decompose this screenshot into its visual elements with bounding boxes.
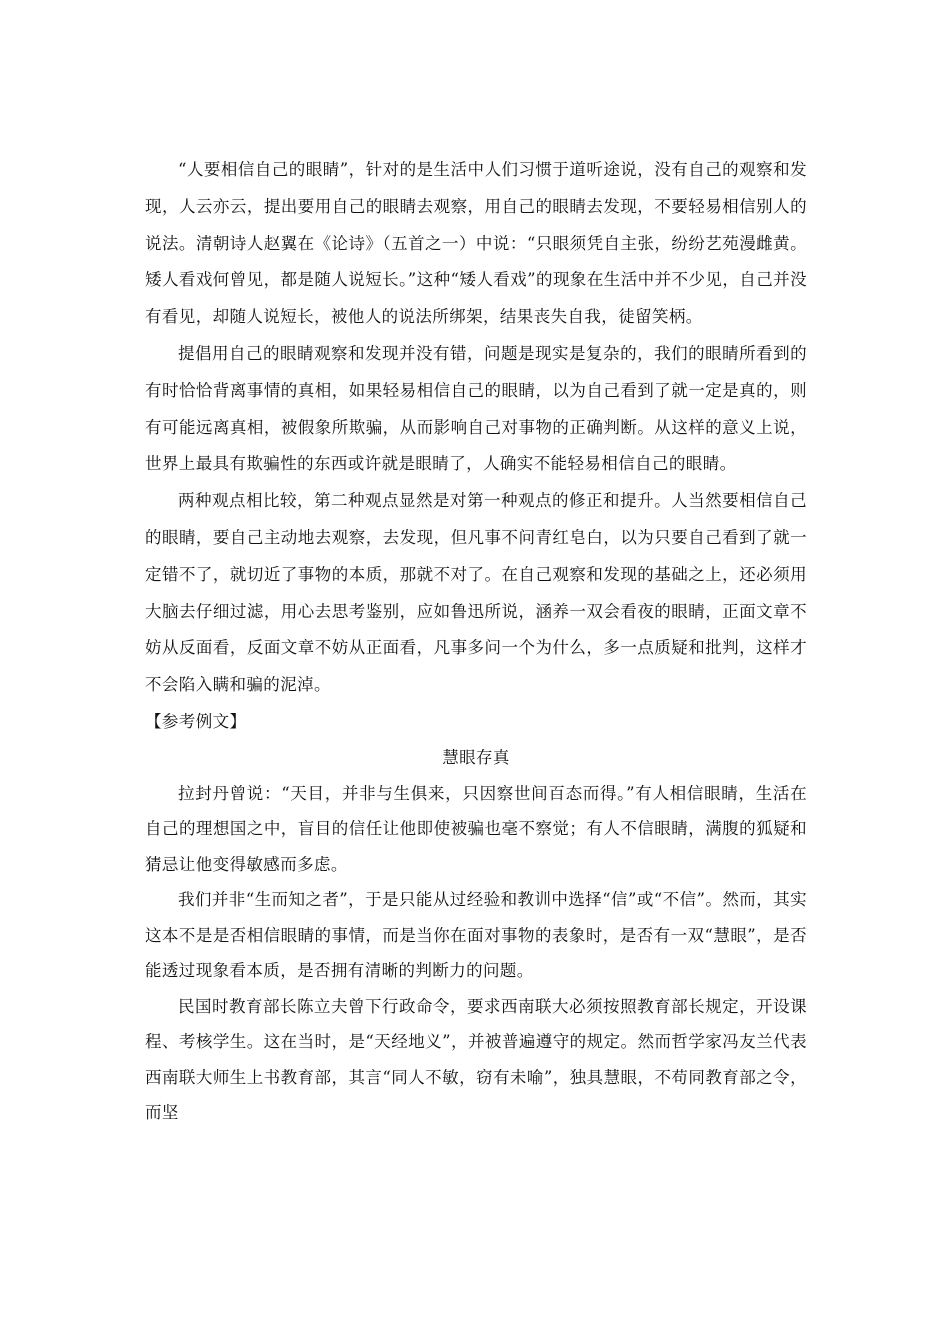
section-label: 【参考例文】	[145, 711, 247, 731]
analysis-paragraph-2: 提倡用自己的眼睛观察和发现并没有错，问题是现实是复杂的，我们的眼睛所看到的有时恰恰背离事情的真相，如果轻易相信自己的眼睛，以为自己看到了就一定是真的，则有可能远离真相，被假象所欺骗，从而影响自己对事物的正确判断。从这样的意义上说，世界上最具有欺骗性的东西或许就是眼睛了，人确实不能轻易相信自己的眼睛。	[145, 343, 807, 474]
analysis-paragraph-3: 两种观点相比较，第二种观点显然是对第一种观点的修正和提升。人当然要相信自己的眼睛，要自己主动地去观察，去发现，但凡事不问青红皂白，以为只要自己看到了就一定错不了，就切近了事物的本质，那就不对了。在自己观察和发现的基础之上，还必须用大脑去仔细过滤，用心去思考鉴别，应如鲁迅所说，涵养一双会看夜的眼睛，正面文章不妨从反面看，反面文章不妨从正面看，凡事多问一个为什么，多一点质疑和批判，这样才不会陷入瞒和骗的泥淖。	[145, 491, 807, 695]
essay-paragraph-2: 我们并非“生而知之者”，于是只能从过经验和教训中选择“信”或“不信”。然而，其实这本不是是否相信眼睛的事情，而是当你在面对事物的表象时，是否有一双“慧眼”，是否能透过现象看本质，是否拥有清晰的判断力的问题。	[145, 890, 807, 981]
essay-paragraph-3: 民国时教育部长陈立夫曾下行政命令，要求西南联大必须按照教育部长规定，开设课程、考核学生。这在当时，是“天经地义”，并被普遍遵守的规定。然而哲学家冯友兰代表西南联大师生上书教育部，其言“同人不敏，窃有未喻”，独具慧眼，不苟同教育部之令，而坚	[145, 996, 807, 1123]
essay-title: 慧眼存真	[442, 747, 510, 767]
document-page	[145, 152, 807, 1131]
analysis-paragraph-1: “人要相信自己的眼睛”，针对的是生活中人们习惯于道听途说，没有自己的观察和发现，人云亦云，提出要用自己的眼睛去观察，用自己的眼睛去发现，不要轻易相信别人的说法。清朝诗人赵翼在《论诗》（五首之一）中说：“只眼须凭自主张，纷纷艺苑漫雌黄。矮人看戏何曾见，都是随人说短长。”这种“矮人看戏”的现象在生活中并不少见，自己并没有看见，却随人说短长，被他人的说法所绑架，结果丧失自我，徒留笑柄。	[145, 160, 807, 327]
essay-paragraph-1: 拉封丹曾说：“天目，并非与生俱来，只因察世间百态而得。”有人相信眼睛，生活在自己的理想国之中，盲目的信任让他即使被骗也毫不察觉；有人不信眼睛，满腹的狐疑和猜忌让他变得敏感而多虑。	[145, 783, 807, 874]
